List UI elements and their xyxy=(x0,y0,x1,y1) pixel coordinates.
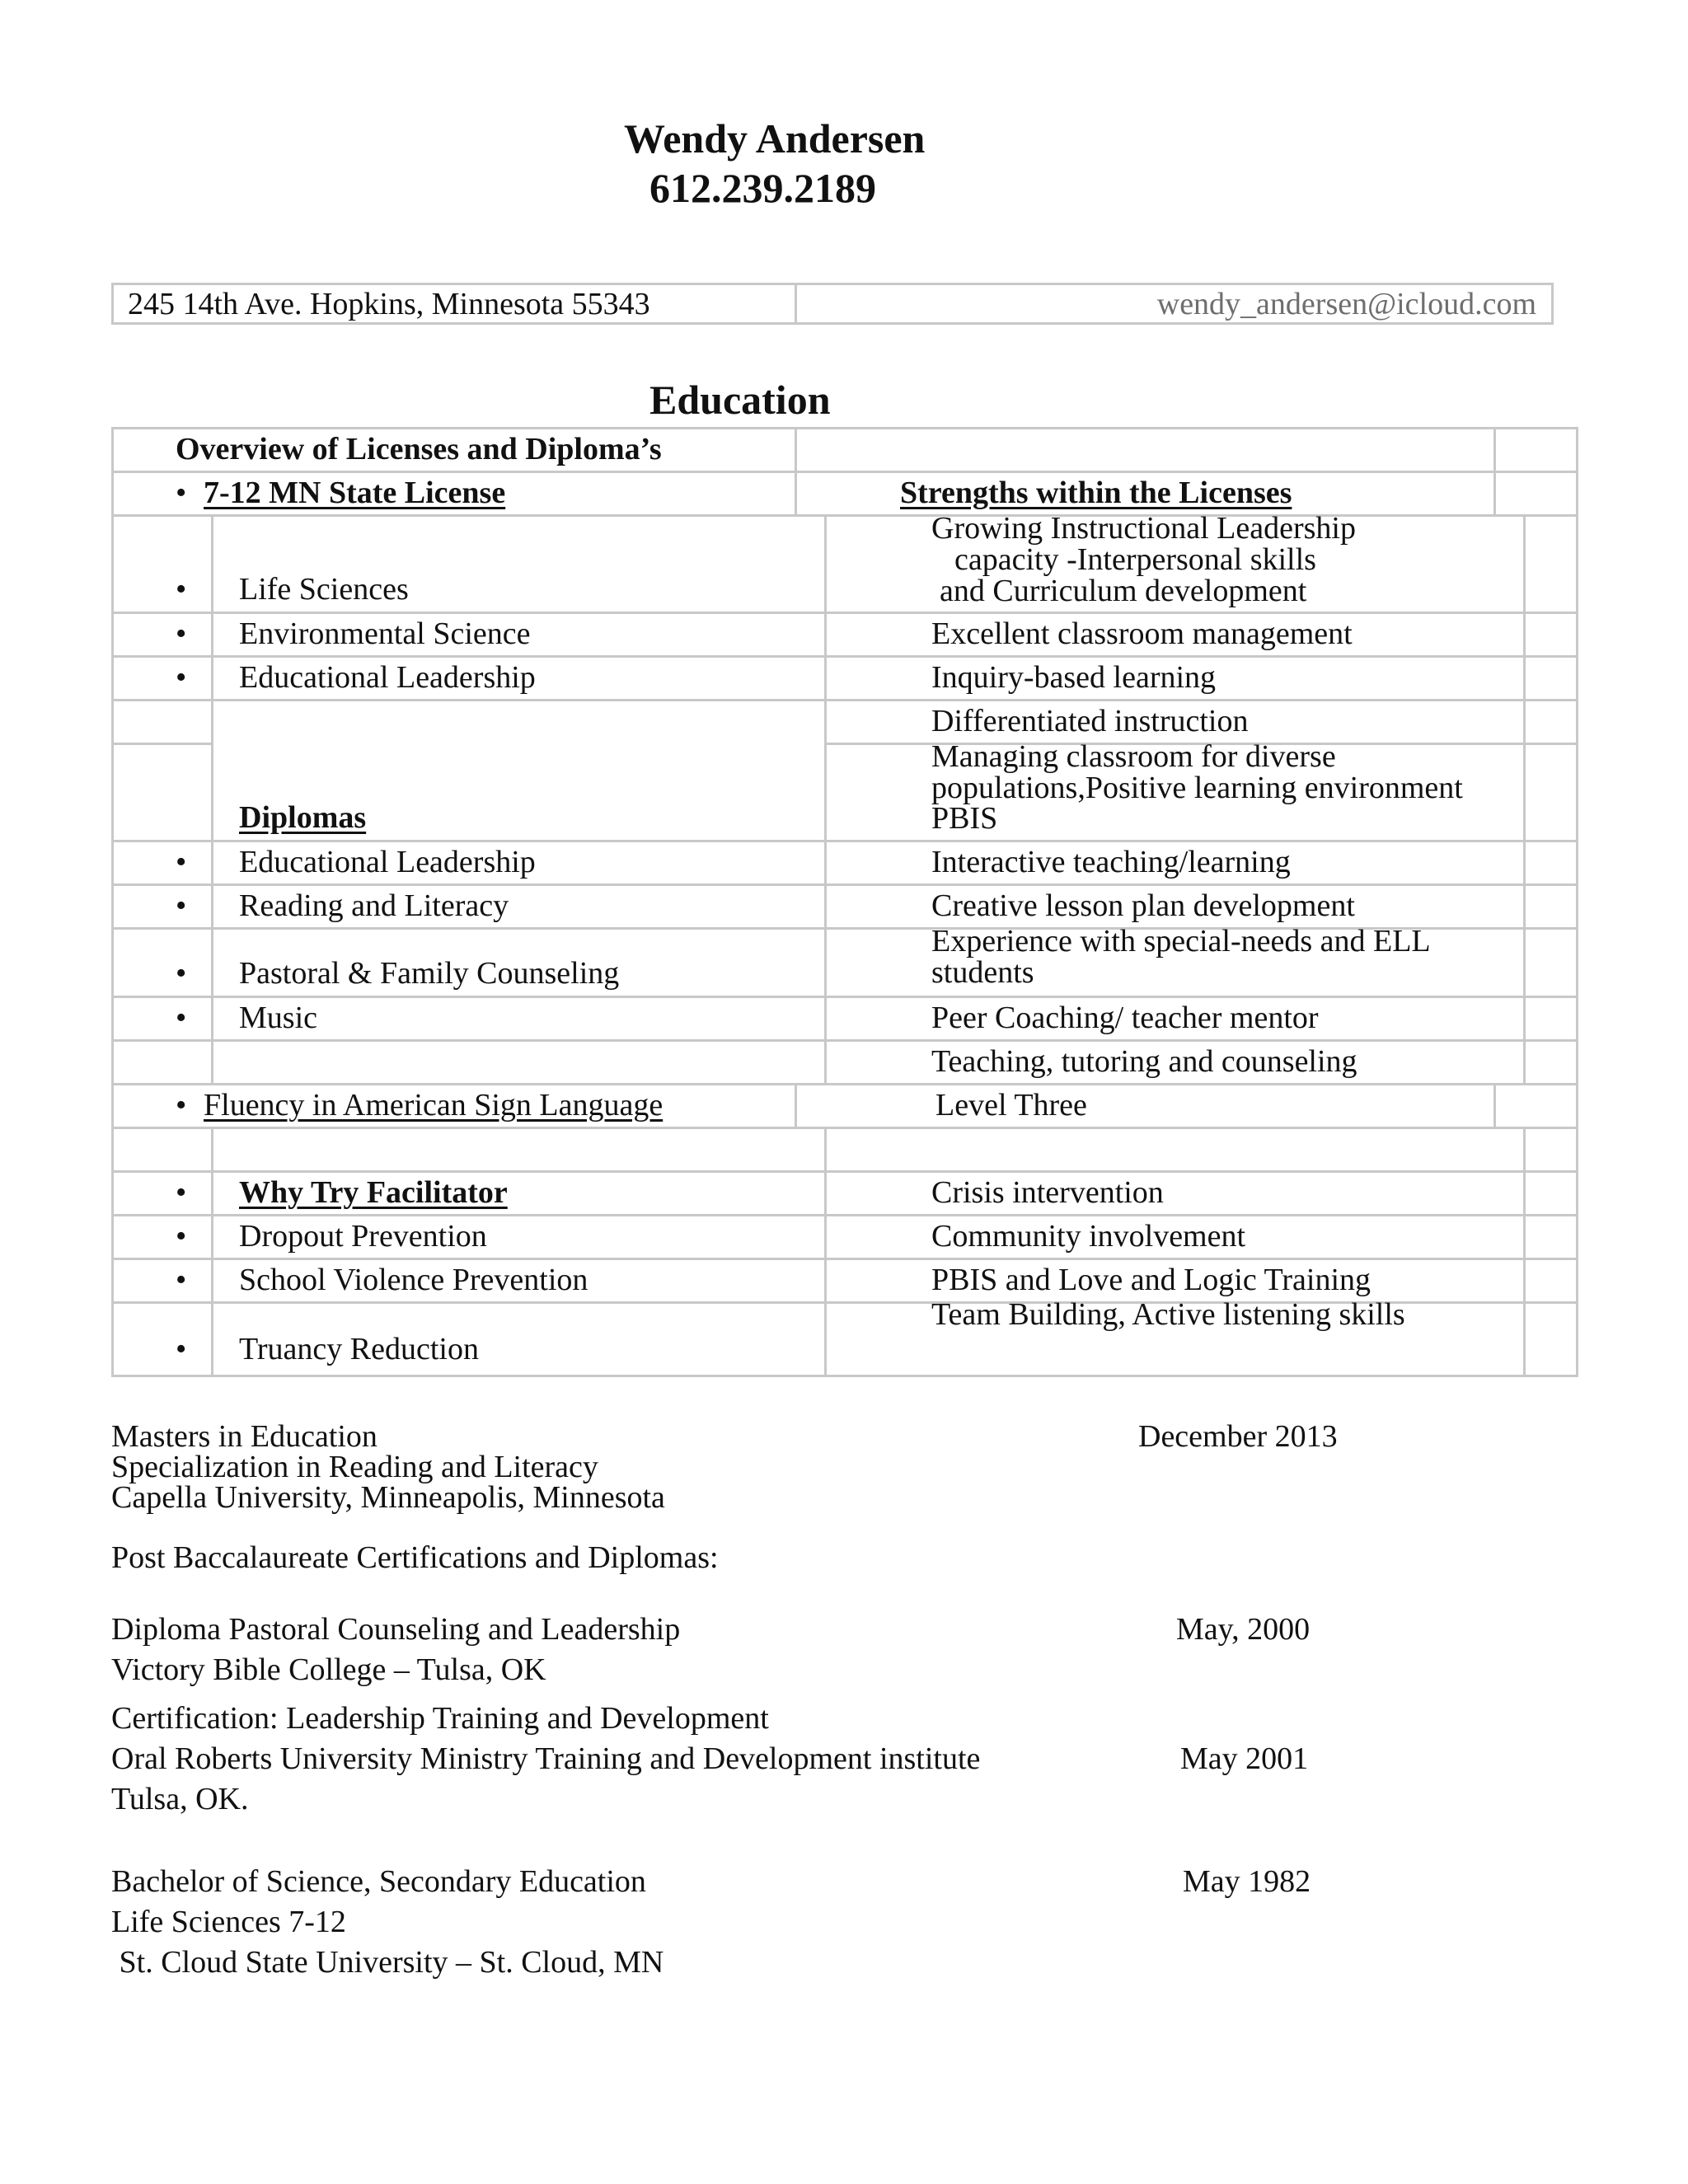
strength-item: Interactive teaching/learning xyxy=(931,845,1291,879)
bullet: • xyxy=(176,1088,187,1122)
masters-entry xyxy=(111,1419,665,1515)
address-cell: 245 14th Ave. Hopkins, Minnesota 55343 xyxy=(114,285,797,322)
strength-item: Differentiated instruction xyxy=(931,704,1249,738)
certification-date: May 2001 xyxy=(1180,1741,1309,1776)
pastoral-school: Victory Bible College – Tulsa, OK xyxy=(111,1652,546,1687)
licenses-table xyxy=(111,427,1578,1377)
facilitator-item: Dropout Prevention xyxy=(239,1219,487,1254)
strength-item: Peer Coaching/ teacher mentor xyxy=(931,1001,1319,1035)
masters-school: Capella University, Minneapolis, Minnesota xyxy=(111,1480,665,1515)
strength-item: Managing classroom for diverse xyxy=(931,739,1336,774)
education-heading: Education xyxy=(649,377,831,423)
strength-item: Growing Instructional Leadership xyxy=(931,511,1356,546)
post-bacc-heading: Post Baccalaureate Certifications and Diplomas: xyxy=(111,1540,719,1575)
diploma-item: Pastoral & Family Counseling xyxy=(239,956,620,991)
pastoral-title: Diploma Pastoral Counseling and Leadership xyxy=(111,1612,681,1647)
bullet: • xyxy=(176,572,187,607)
bullet: • xyxy=(176,616,187,651)
license-item: Environmental Science xyxy=(239,616,531,651)
strengths-heading: Strengths within the Licenses xyxy=(900,476,1292,510)
strength-item: populations,Positive learning environment xyxy=(931,771,1463,805)
strength-item: and Curriculum development xyxy=(940,574,1307,608)
license-item: Life Sciences xyxy=(239,572,409,607)
facilitator-item: School Violence Prevention xyxy=(239,1263,588,1297)
masters-specialization: Specialization in Reading and Literacy xyxy=(111,1450,598,1484)
strength-item: Crisis intervention xyxy=(931,1175,1164,1210)
candidate-name: Wendy Andersen xyxy=(624,115,926,162)
bachelor-major: Life Sciences 7-12 xyxy=(111,1905,346,1939)
diplomas-heading: Diplomas xyxy=(239,800,367,835)
strength-item: Creative lesson plan development xyxy=(931,888,1355,923)
fluency-level: Level Three xyxy=(935,1088,1087,1122)
overview-heading: Overview of Licenses and Diploma’s xyxy=(176,432,662,466)
strength-item: Community involvement xyxy=(931,1219,1246,1254)
strength-item: Excellent classroom management xyxy=(931,616,1353,651)
masters-title: Masters in Education xyxy=(111,1419,377,1454)
strength-item: PBIS xyxy=(931,801,998,836)
bullet: • xyxy=(176,660,187,695)
facilitator-item: Truancy Reduction xyxy=(239,1332,479,1366)
bullet: • xyxy=(176,845,187,879)
contact-table xyxy=(111,283,1554,325)
fluency-item: Fluency in American Sign Language xyxy=(204,1088,663,1122)
strength-item: Inquiry-based learning xyxy=(931,660,1217,695)
strength-item: Experience with special-needs and ELL xyxy=(931,924,1431,958)
diploma-item: Music xyxy=(239,1001,317,1035)
bachelor-entry xyxy=(111,1862,663,1983)
certification-title: Certification: Leadership Training and Development xyxy=(111,1701,769,1736)
bullet: • xyxy=(176,888,187,923)
bachelor-date: May 1982 xyxy=(1183,1864,1311,1899)
bachelor-school: St. Cloud State University – St. Cloud, MN xyxy=(111,1945,664,1980)
bullet: • xyxy=(176,956,187,991)
bullet: • xyxy=(176,1175,187,1210)
certification-school: Oral Roberts University Ministry Training and Development institute xyxy=(111,1741,981,1776)
bullet: • xyxy=(176,1332,187,1366)
certification-location: Tulsa, OK. xyxy=(111,1782,249,1816)
strength-item: students xyxy=(931,955,1034,990)
bullet: • xyxy=(176,1219,187,1254)
bullet: • xyxy=(176,476,187,510)
strength-item: capacity -Interpersonal skills xyxy=(954,542,1316,577)
strength-item: PBIS and Love and Logic Training xyxy=(931,1263,1372,1297)
strength-item: Team Building, Active listening skills xyxy=(931,1297,1405,1332)
masters-date: December 2013 xyxy=(1138,1419,1338,1454)
email-cell: wendy_andersen@icloud.com xyxy=(1156,286,1536,321)
bachelor-title: Bachelor of Science, Secondary Education xyxy=(111,1864,646,1899)
certification-entry xyxy=(111,1699,980,1820)
candidate-phone: 612.239.2189 xyxy=(649,165,876,211)
license-heading: 7-12 MN State License xyxy=(204,476,506,510)
strength-item: Teaching, tutoring and counseling xyxy=(931,1044,1357,1079)
bullet: • xyxy=(176,1263,187,1297)
diploma-item: Educational Leadership xyxy=(239,845,536,879)
facilitator-heading: Why Try Facilitator xyxy=(239,1175,508,1210)
license-item: Educational Leadership xyxy=(239,660,536,695)
bullet: • xyxy=(176,1001,187,1035)
pastoral-entry xyxy=(111,1610,680,1690)
diploma-item: Reading and Literacy xyxy=(239,888,509,923)
pastoral-date: May, 2000 xyxy=(1176,1612,1311,1647)
